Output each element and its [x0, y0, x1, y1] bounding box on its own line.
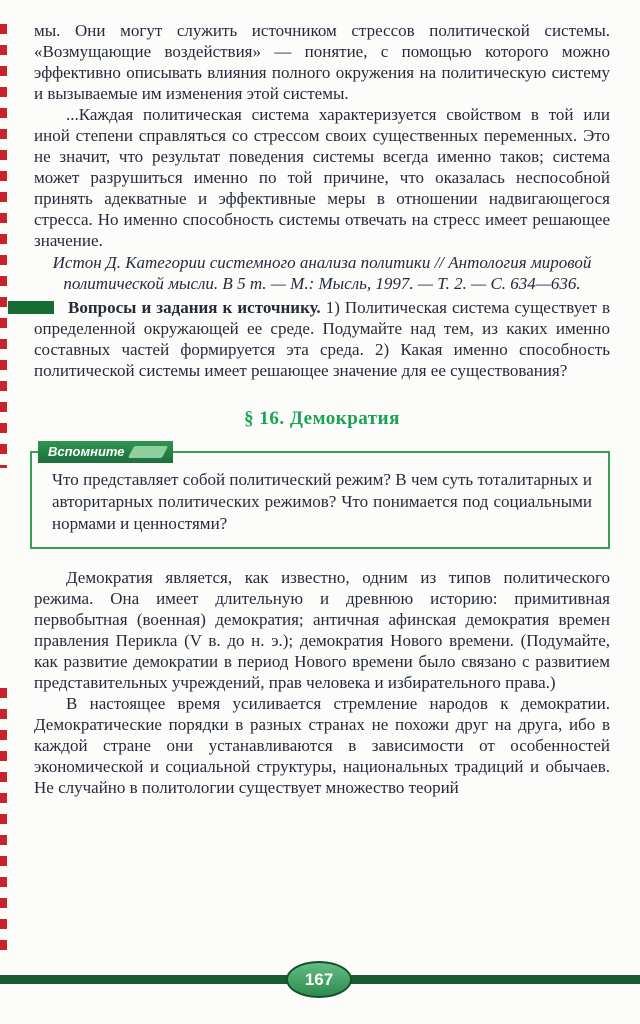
page-number-badge [286, 961, 352, 998]
recall-text: Что представляет собой политический режим? В чем суть тоталитарных и авторитарных политических режимов? Что понимается под социальными нормами и ценностями? [52, 470, 592, 533]
green-square-bullet [8, 301, 54, 314]
scan-edge-marks-bottom [0, 688, 7, 960]
questions-text: 1) Политическая система существует в определенной окружающей ее среде. Подумайте над тем, из каких именно составных частей формируется эта среда. 2) Какая именно способность политической системы имеет решающее значение для ее существования? [34, 298, 610, 380]
recall-tab [38, 441, 173, 463]
scan-edge-marks-top [0, 24, 7, 468]
paragraph-quote: ...Каждая политическая система характеризуется свойством в той или иной степени справляться со стрессом своих существенных переменных. Это не значит, что результат поведения системы всегда именно таков; система может разрушиться именно по той причине, что оказалась неспособной принять адекватные и эффективные меры в отношении надвигающегося стресса. Но именно способность системы отвечать на стресс имеет решающее значение. [34, 105, 610, 250]
section-heading: § 16. Демократия [244, 408, 400, 429]
recall-tab-label: Вспомните [48, 444, 125, 459]
questions-block [34, 297, 610, 381]
recall-box [30, 444, 610, 549]
page-number: 167 [304, 969, 334, 989]
paragraph-democracy-history: Демократия является, как известно, одним из типов политического режима. Она имеет длительную и древнюю историю: примитивная первобытная (военная) демократия; античная афинская демократия времен правления Перикла (V в. до н. э.); демократия Нового времени. (Подумайте, как развитие демократии в период Нового времени было связано с развитием представительных учреждений, прав человека и избирательного права.) [34, 568, 610, 692]
paragraph-democracy-today: В настоящее время усиливается стремление народов к демократии. Демократические порядки в разных странах не похожи друг на друга, ибо в каждой стране они устанавливаются в зависимости от особенностей экономической и социальной структуры, национальных традиций и обычаев. Не случайно в политологии существует множество теорий [34, 694, 610, 797]
tab-decoration-swoosh [127, 446, 167, 458]
source-citation: Истон Д. Категории системного анализа политики // Антология мировой политической мысли. В 5 т. — М.: Мысль, 1997. — Т. 2. — С. 634—636. [52, 253, 592, 293]
paragraph-continuation: мы. Они могут служить источником стрессов политической системы. «Возмущающие воздействия» — понятие, с помощью которого можно эффективно описывать влияния полного окружения на политическую систему и вызываемые им изменения этой системы. [34, 21, 610, 103]
questions-label: Вопросы и задания к источнику. [68, 298, 321, 317]
page-content [34, 20, 610, 798]
